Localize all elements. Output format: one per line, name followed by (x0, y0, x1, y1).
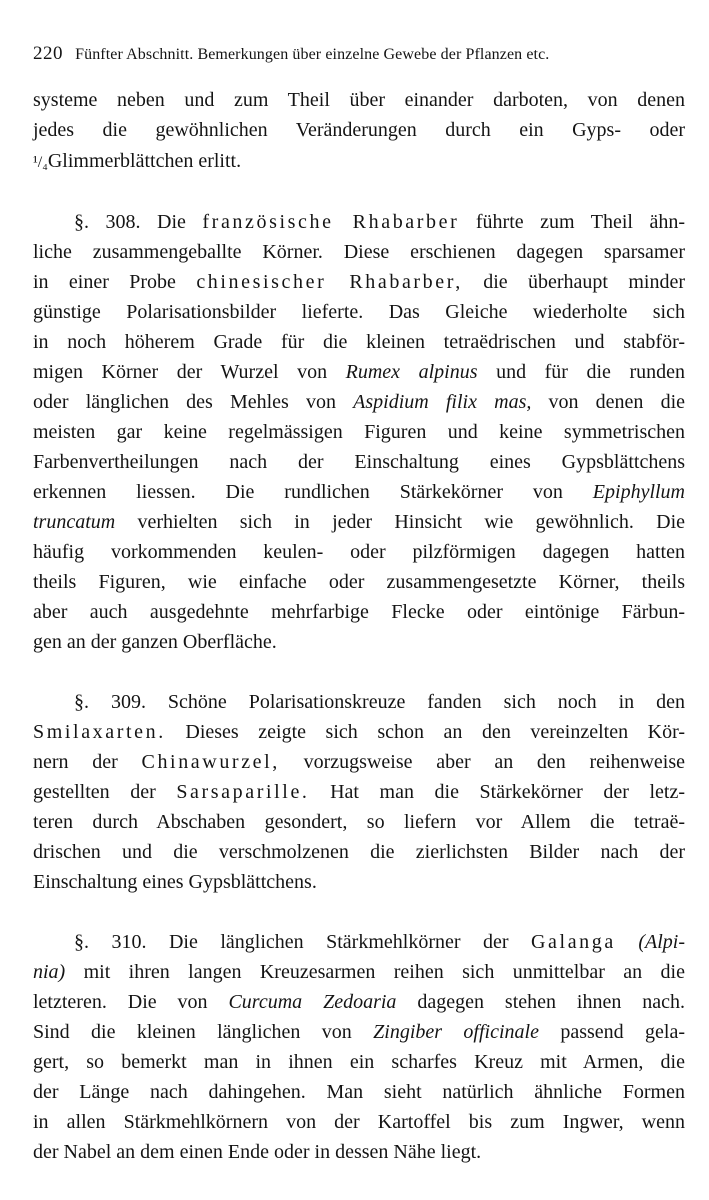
text-line: in allen Stärkmehlkörnern von der Kartoffel bis zum Ingwer, wenn (33, 1111, 685, 1133)
paragraph-310-start: §. 310. Die länglichen Stärkmehlkörner der Galanga (Alpi- (74, 931, 685, 953)
running-header (33, 44, 693, 65)
text-line: nia) mit ihren langen Kreuzesarmen reihen sich unmittelbar an die (33, 961, 685, 983)
text-line: gestellten der Sarsaparille. Hat man die Stärkekörner der letz- (33, 781, 685, 803)
text-line: der Nabel an dem einen Ende oder in dessen Nähe liegt. (33, 1141, 482, 1163)
text-line: in noch höherem Grade für die kleinen tetraëdrischen und stabför- (33, 331, 685, 353)
text-line: günstige Polarisationsbilder lieferte. Das Gleiche wiederholte sich (33, 301, 685, 323)
text-line: gert, so bemerkt man in ihnen ein scharfes Kreuz mit Armen, die (33, 1051, 685, 1073)
text-line: truncatum verhielten sich in jeder Hinsicht wie gewöhnlich. Die (33, 511, 685, 533)
text-line: gen an der ganzen Oberfläche. (33, 631, 277, 653)
text-line: oder länglichen des Mehles von Aspidium filix mas, von denen die (33, 391, 686, 413)
paragraph-309-start: §. 309. Schöne Polarisationskreuze fanden sich noch in den (74, 691, 685, 713)
text-line: in einer Probe chinesischer Rhabarber, die überhaupt minder (33, 271, 686, 293)
paragraph-308-start: §. 308. Die französische Rhabarber führte zum Theil ähn- (74, 211, 685, 233)
text-line: migen Körner der Wurzel von Rumex alpinus und für die runden (33, 361, 686, 383)
text-line: liche zusammengeballte Körner. Diese erschienen dagegen sparsamer (33, 241, 685, 263)
text-line: der Länge nach dahingehen. Man sieht natürlich ähnliche Formen (33, 1081, 685, 1103)
text-line: häufig vorkommenden keulen- oder pilzförmigen dagegen hatten (33, 541, 685, 563)
text-line: drischen und die verschmolzenen die zierlichsten Bilder nach der (33, 841, 685, 863)
text-line: ¹/₄Glimmerblättchen erlitt. (33, 150, 242, 172)
text-line: systeme neben und zum Theil über einander darboten, von denen (33, 89, 685, 111)
text-line: theils Figuren, wie einfache oder zusammengesetzte Körner, theils (33, 571, 685, 593)
text-line: nern der Chinawurzel, vorzugsweise aber an den reihenweise (33, 751, 686, 773)
text-line: Sind die kleinen länglichen von Zingiber officinale passend gela- (33, 1021, 686, 1043)
text-line: Einschaltung eines Gypsblättchens. (33, 871, 317, 893)
text-line: meisten gar keine regelmässigen Figuren und keine symmetrischen (33, 421, 685, 443)
text-line: jedes die gewöhnlichen Veränderungen durch ein Gyps- oder (33, 119, 685, 141)
text-line: Farbenvertheilungen nach der Einschaltung eines Gypsblättchens (33, 451, 685, 473)
text-line: erkennen liessen. Die rundlichen Stärkekörner von Epiphyllum (33, 481, 686, 503)
text-line: letzteren. Die von Curcuma Zedoaria dagegen stehen ihnen nach. (33, 991, 686, 1013)
text-line: teren durch Abschaben gesondert, so liefern vor Allem die tetraë- (33, 811, 685, 833)
page-number: 220 (33, 43, 63, 64)
running-title: Fünfter Abschnitt. Bemerkungen über einzelne Gewebe der Pflanzen etc. (75, 46, 550, 63)
text-line: Smilaxarten. Dieses zeigte sich schon an den vereinzelten Kör- (33, 721, 685, 743)
text-line: aber auch ausgedehnte mehrfarbige Flecke oder eintönige Färbun- (33, 601, 685, 623)
